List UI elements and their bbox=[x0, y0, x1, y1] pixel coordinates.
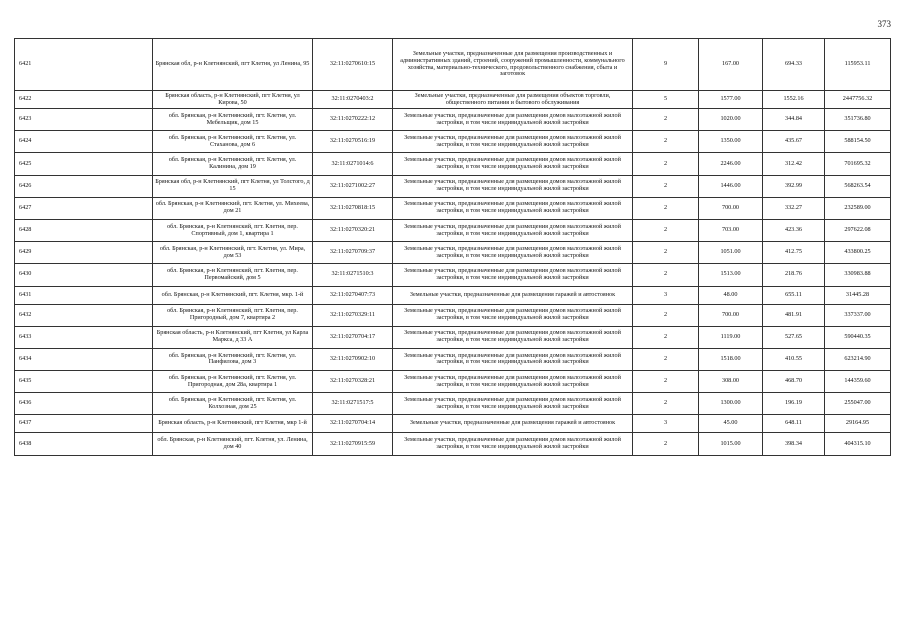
table-row bbox=[15, 153, 891, 175]
group-cell: 2 bbox=[633, 175, 699, 197]
table-row bbox=[15, 415, 891, 433]
cadastral-value-cell: 31445.28 bbox=[825, 286, 891, 304]
table-row bbox=[15, 39, 891, 91]
address-cell: обл. Брянская, р-н Клетнянский, пгт. Клетня, пер. Пригородный, дом 7, квартира 2 bbox=[153, 304, 313, 326]
address-cell: Брянская обл, р-н Клетнянский, пгт Клетня, ул Ленина, 95 bbox=[153, 39, 313, 91]
area-cell: 2246.00 bbox=[699, 153, 763, 175]
cadastral-number-cell: 32:11:0270329:11 bbox=[313, 304, 393, 326]
row-number-cell: 6425 bbox=[15, 153, 153, 175]
row-number-cell: 6435 bbox=[15, 371, 153, 393]
row-number-cell: 6438 bbox=[15, 433, 153, 455]
specific-value-cell: 412.75 bbox=[763, 242, 825, 264]
table-row bbox=[15, 131, 891, 153]
land-use-cell: Земельные участки, предназначенные для размещения домов малоэтажной жилой застройки, в том числе индивидуальной жилой застройки bbox=[393, 326, 633, 348]
row-number-cell: 6424 bbox=[15, 131, 153, 153]
group-cell: 2 bbox=[633, 393, 699, 415]
land-use-cell: Земельные участки, предназначенные для размещения домов малоэтажной жилой застройки, в том числе индивидуальной жилой застройки bbox=[393, 393, 633, 415]
row-number-cell: 6428 bbox=[15, 219, 153, 241]
specific-value-cell: 481.91 bbox=[763, 304, 825, 326]
area-cell: 1119.00 bbox=[699, 326, 763, 348]
cadastral-value-cell: 404315.10 bbox=[825, 433, 891, 455]
row-number-cell: 6437 bbox=[15, 415, 153, 433]
row-number-cell: 6430 bbox=[15, 264, 153, 286]
cadastral-number-cell: 32:11:0270704:14 bbox=[313, 415, 393, 433]
row-number-cell: 6429 bbox=[15, 242, 153, 264]
group-cell: 2 bbox=[633, 219, 699, 241]
address-cell: Брянская область, р-н Клетнянский, пгт Клетня, мкр 1-й bbox=[153, 415, 313, 433]
cadastral-number-cell: 32:11:0270516:19 bbox=[313, 131, 393, 153]
address-cell: обл. Брянская, р-н Клетнянский, пгт. Клетня, ул. Ленина, дом 40 bbox=[153, 433, 313, 455]
address-cell: обл. Брянская, р-н Клетнянский, пгт. Клетня, ул. Колхозная, дом 25 bbox=[153, 393, 313, 415]
specific-value-cell: 196.19 bbox=[763, 393, 825, 415]
table-row bbox=[15, 91, 891, 109]
land-use-cell: Земельные участки, предназначенные для размещения домов малоэтажной жилой застройки, в том числе индивидуальной жилой застройки bbox=[393, 348, 633, 370]
area-cell: 1051.00 bbox=[699, 242, 763, 264]
land-use-cell: Земельные участки, предназначенные для размещения домов малоэтажной жилой застройки, в том числе индивидуальной жилой застройки bbox=[393, 153, 633, 175]
specific-value-cell: 655.11 bbox=[763, 286, 825, 304]
area-cell: 1518.00 bbox=[699, 348, 763, 370]
specific-value-cell: 527.65 bbox=[763, 326, 825, 348]
group-cell: 5 bbox=[633, 91, 699, 109]
cadastral-number-cell: 32:11:0271002:27 bbox=[313, 175, 393, 197]
specific-value-cell: 398.34 bbox=[763, 433, 825, 455]
cadastral-number-cell: 32:11:0271517:5 bbox=[313, 393, 393, 415]
address-cell: обл. Брянская, р-н Клетнянский, пгт. Клетня, пер. Спортивный, дом 1, квартира 1 bbox=[153, 219, 313, 241]
area-cell: 1015.00 bbox=[699, 433, 763, 455]
table-row bbox=[15, 433, 891, 455]
address-cell: обл. Брянская, р-н Клетнянский, пгт. Клетня, ул. Панфилова, дом 3 bbox=[153, 348, 313, 370]
land-use-cell: Земельные участки, предназначенные для размещения домов малоэтажной жилой застройки, в том числе индивидуальной жилой застройки bbox=[393, 131, 633, 153]
specific-value-cell: 648.11 bbox=[763, 415, 825, 433]
cadastral-value-cell: 255047.00 bbox=[825, 393, 891, 415]
group-cell: 2 bbox=[633, 371, 699, 393]
group-cell: 2 bbox=[633, 131, 699, 153]
table-row bbox=[15, 326, 891, 348]
land-use-cell: Земельные участки, предназначенные для размещения домов малоэтажной жилой застройки, в том числе индивидуальной жилой застройки bbox=[393, 264, 633, 286]
area-cell: 45.00 bbox=[699, 415, 763, 433]
cadastral-number-cell: 32:11:0270709:37 bbox=[313, 242, 393, 264]
cadastral-value-cell: 2447756.32 bbox=[825, 91, 891, 109]
group-cell: 3 bbox=[633, 286, 699, 304]
group-cell: 3 bbox=[633, 415, 699, 433]
row-number-cell: 6423 bbox=[15, 109, 153, 131]
row-number-cell: 6426 bbox=[15, 175, 153, 197]
table-row bbox=[15, 242, 891, 264]
cadastral-value-cell: 144359.60 bbox=[825, 371, 891, 393]
table-row bbox=[15, 393, 891, 415]
area-cell: 48.00 bbox=[699, 286, 763, 304]
specific-value-cell: 218.76 bbox=[763, 264, 825, 286]
cadastral-number-cell: 32:11:0270704:17 bbox=[313, 326, 393, 348]
row-number-cell: 6432 bbox=[15, 304, 153, 326]
table-row bbox=[15, 348, 891, 370]
table-body bbox=[15, 39, 891, 456]
land-use-cell: Земельные участки, предназначенные для размещения домов малоэтажной жилой застройки, в том числе индивидуальной жилой застройки bbox=[393, 109, 633, 131]
specific-value-cell: 410.55 bbox=[763, 348, 825, 370]
specific-value-cell: 392.99 bbox=[763, 175, 825, 197]
cadastral-number-cell: 32:11:0271014:6 bbox=[313, 153, 393, 175]
cadastral-value-cell: 330983.88 bbox=[825, 264, 891, 286]
row-number-cell: 6421 bbox=[15, 39, 153, 91]
specific-value-cell: 332.27 bbox=[763, 197, 825, 219]
group-cell: 2 bbox=[633, 326, 699, 348]
row-number-cell: 6431 bbox=[15, 286, 153, 304]
land-use-cell: Земельные участки, предназначенные для размещения объектов торговли, общественного питания и бытового обслуживания bbox=[393, 91, 633, 109]
address-cell: обл. Брянская, р-н Клетнянский, пгт. Клетня, ул. Мебельщик, дом 15 bbox=[153, 109, 313, 131]
cadastral-registry-table bbox=[14, 38, 891, 456]
address-cell: обл. Брянская, р-н Клетнянский, пгт. Клетня, ул. Стаханова, дом 6 bbox=[153, 131, 313, 153]
cadastral-value-cell: 351736.80 bbox=[825, 109, 891, 131]
group-cell: 2 bbox=[633, 242, 699, 264]
cadastral-number-cell: 32:11:0270407:73 bbox=[313, 286, 393, 304]
address-cell: обл. Брянская, р-н Клетнянский, пгт. Клетня, ул. Калинина, дом 19 bbox=[153, 153, 313, 175]
cadastral-value-cell: 588154.50 bbox=[825, 131, 891, 153]
table-row bbox=[15, 264, 891, 286]
cadastral-number-cell: 32:11:0270902:10 bbox=[313, 348, 393, 370]
cadastral-number-cell: 32:11:0270403:2 bbox=[313, 91, 393, 109]
cadastral-value-cell: 115953.11 bbox=[825, 39, 891, 91]
specific-value-cell: 1552.16 bbox=[763, 91, 825, 109]
group-cell: 2 bbox=[633, 433, 699, 455]
specific-value-cell: 468.70 bbox=[763, 371, 825, 393]
row-number-cell: 6434 bbox=[15, 348, 153, 370]
land-use-cell: Земельные участки, предназначенные для размещения производственных и административных зданий, строений, сооружений промышленности, коммунального хозяйства, материально-технического, продовольственного снабжения, сбыта и заготовок bbox=[393, 39, 633, 91]
specific-value-cell: 344.84 bbox=[763, 109, 825, 131]
address-cell: обл. Брянская, р-н Клетнянский, пгт. Клетня, ул. Михеева, дом 21 bbox=[153, 197, 313, 219]
area-cell: 1513.00 bbox=[699, 264, 763, 286]
table-row bbox=[15, 197, 891, 219]
area-cell: 700.00 bbox=[699, 304, 763, 326]
land-use-cell: Земельные участки, предназначенные для размещения гаражей и автостоянок bbox=[393, 415, 633, 433]
row-number-cell: 6422 bbox=[15, 91, 153, 109]
table-row bbox=[15, 109, 891, 131]
area-cell: 703.00 bbox=[699, 219, 763, 241]
cadastral-value-cell: 232589.00 bbox=[825, 197, 891, 219]
group-cell: 2 bbox=[633, 348, 699, 370]
group-cell: 2 bbox=[633, 197, 699, 219]
cadastral-number-cell: 32:11:0270915:59 bbox=[313, 433, 393, 455]
area-cell: 1577.00 bbox=[699, 91, 763, 109]
land-use-cell: Земельные участки, предназначенные для размещения домов малоэтажной жилой застройки, в том числе индивидуальной жилой застройки bbox=[393, 242, 633, 264]
cadastral-value-cell: 568263.54 bbox=[825, 175, 891, 197]
land-use-cell: Земельные участки, предназначенные для размещения домов малоэтажной жилой застройки, в том числе индивидуальной жилой застройки bbox=[393, 175, 633, 197]
land-use-cell: Земельные участки, предназначенные для размещения домов малоэтажной жилой застройки, в том числе индивидуальной жилой застройки bbox=[393, 219, 633, 241]
area-cell: 167.00 bbox=[699, 39, 763, 91]
cadastral-value-cell: 337337.00 bbox=[825, 304, 891, 326]
area-cell: 1446.00 bbox=[699, 175, 763, 197]
cadastral-number-cell: 32:11:0271510:3 bbox=[313, 264, 393, 286]
cadastral-number-cell: 32:11:0270328:21 bbox=[313, 371, 393, 393]
group-cell: 9 bbox=[633, 39, 699, 91]
row-number-cell: 6436 bbox=[15, 393, 153, 415]
area-cell: 1350.00 bbox=[699, 131, 763, 153]
cadastral-number-cell: 32:11:0270222:12 bbox=[313, 109, 393, 131]
group-cell: 2 bbox=[633, 304, 699, 326]
address-cell: обл. Брянская, р-н Клетнянский, пгт. Клетня, пер. Первомайский, дом 5 bbox=[153, 264, 313, 286]
table-row bbox=[15, 175, 891, 197]
land-use-cell: Земельные участки, предназначенные для размещения гаражей и автостоянок bbox=[393, 286, 633, 304]
group-cell: 2 bbox=[633, 153, 699, 175]
cadastral-value-cell: 433800.25 bbox=[825, 242, 891, 264]
specific-value-cell: 423.36 bbox=[763, 219, 825, 241]
page-number: 373 bbox=[877, 19, 891, 29]
cadastral-number-cell: 32:11:0270818:15 bbox=[313, 197, 393, 219]
address-cell: Брянская область, р-н Клетнянский, пгт Клетня, ул Кирова, 50 bbox=[153, 91, 313, 109]
cadastral-value-cell: 29164.95 bbox=[825, 415, 891, 433]
land-use-cell: Земельные участки, предназначенные для размещения домов малоэтажной жилой застройки, в том числе индивидуальной жилой застройки bbox=[393, 433, 633, 455]
group-cell: 2 bbox=[633, 264, 699, 286]
address-cell: Брянская область, р-н Клетнянский, пгт Клетня, ул Карла Маркса, д 33 А bbox=[153, 326, 313, 348]
table-row bbox=[15, 304, 891, 326]
specific-value-cell: 435.67 bbox=[763, 131, 825, 153]
address-cell: обл. Брянская, р-н Клетнянский, пгт. Клетня, ул. Пригородная, дом 28а, квартира 1 bbox=[153, 371, 313, 393]
address-cell: обл. Брянская, р-н Клетнянский, пгт. Клетня, ул. Мира, дом 53 bbox=[153, 242, 313, 264]
area-cell: 1020.00 bbox=[699, 109, 763, 131]
table-row bbox=[15, 219, 891, 241]
row-number-cell: 6427 bbox=[15, 197, 153, 219]
land-use-cell: Земельные участки, предназначенные для размещения домов малоэтажной жилой застройки, в том числе индивидуальной жилой застройки bbox=[393, 197, 633, 219]
address-cell: Брянская обл, р-н Клетнянский, пгт Клетня, ул Толстого, д 15 bbox=[153, 175, 313, 197]
specific-value-cell: 312.42 bbox=[763, 153, 825, 175]
table-row bbox=[15, 286, 891, 304]
area-cell: 700.00 bbox=[699, 197, 763, 219]
cadastral-number-cell: 32:11:0270610:15 bbox=[313, 39, 393, 91]
row-number-cell: 6433 bbox=[15, 326, 153, 348]
group-cell: 2 bbox=[633, 109, 699, 131]
area-cell: 308.00 bbox=[699, 371, 763, 393]
cadastral-value-cell: 297622.08 bbox=[825, 219, 891, 241]
address-cell: обл. Брянская, р-н Клетнянский, пгт. Клетня, мкр. 1-й bbox=[153, 286, 313, 304]
cadastral-value-cell: 701695.32 bbox=[825, 153, 891, 175]
cadastral-number-cell: 32:11:0270320:21 bbox=[313, 219, 393, 241]
specific-value-cell: 694.33 bbox=[763, 39, 825, 91]
table-row bbox=[15, 371, 891, 393]
land-use-cell: Земельные участки, предназначенные для размещения домов малоэтажной жилой застройки, в том числе индивидуальной жилой застройки bbox=[393, 304, 633, 326]
area-cell: 1300.00 bbox=[699, 393, 763, 415]
land-use-cell: Земельные участки, предназначенные для размещения домов малоэтажной жилой застройки, в том числе индивидуальной жилой застройки bbox=[393, 371, 633, 393]
cadastral-value-cell: 590440.35 bbox=[825, 326, 891, 348]
cadastral-value-cell: 623214.90 bbox=[825, 348, 891, 370]
